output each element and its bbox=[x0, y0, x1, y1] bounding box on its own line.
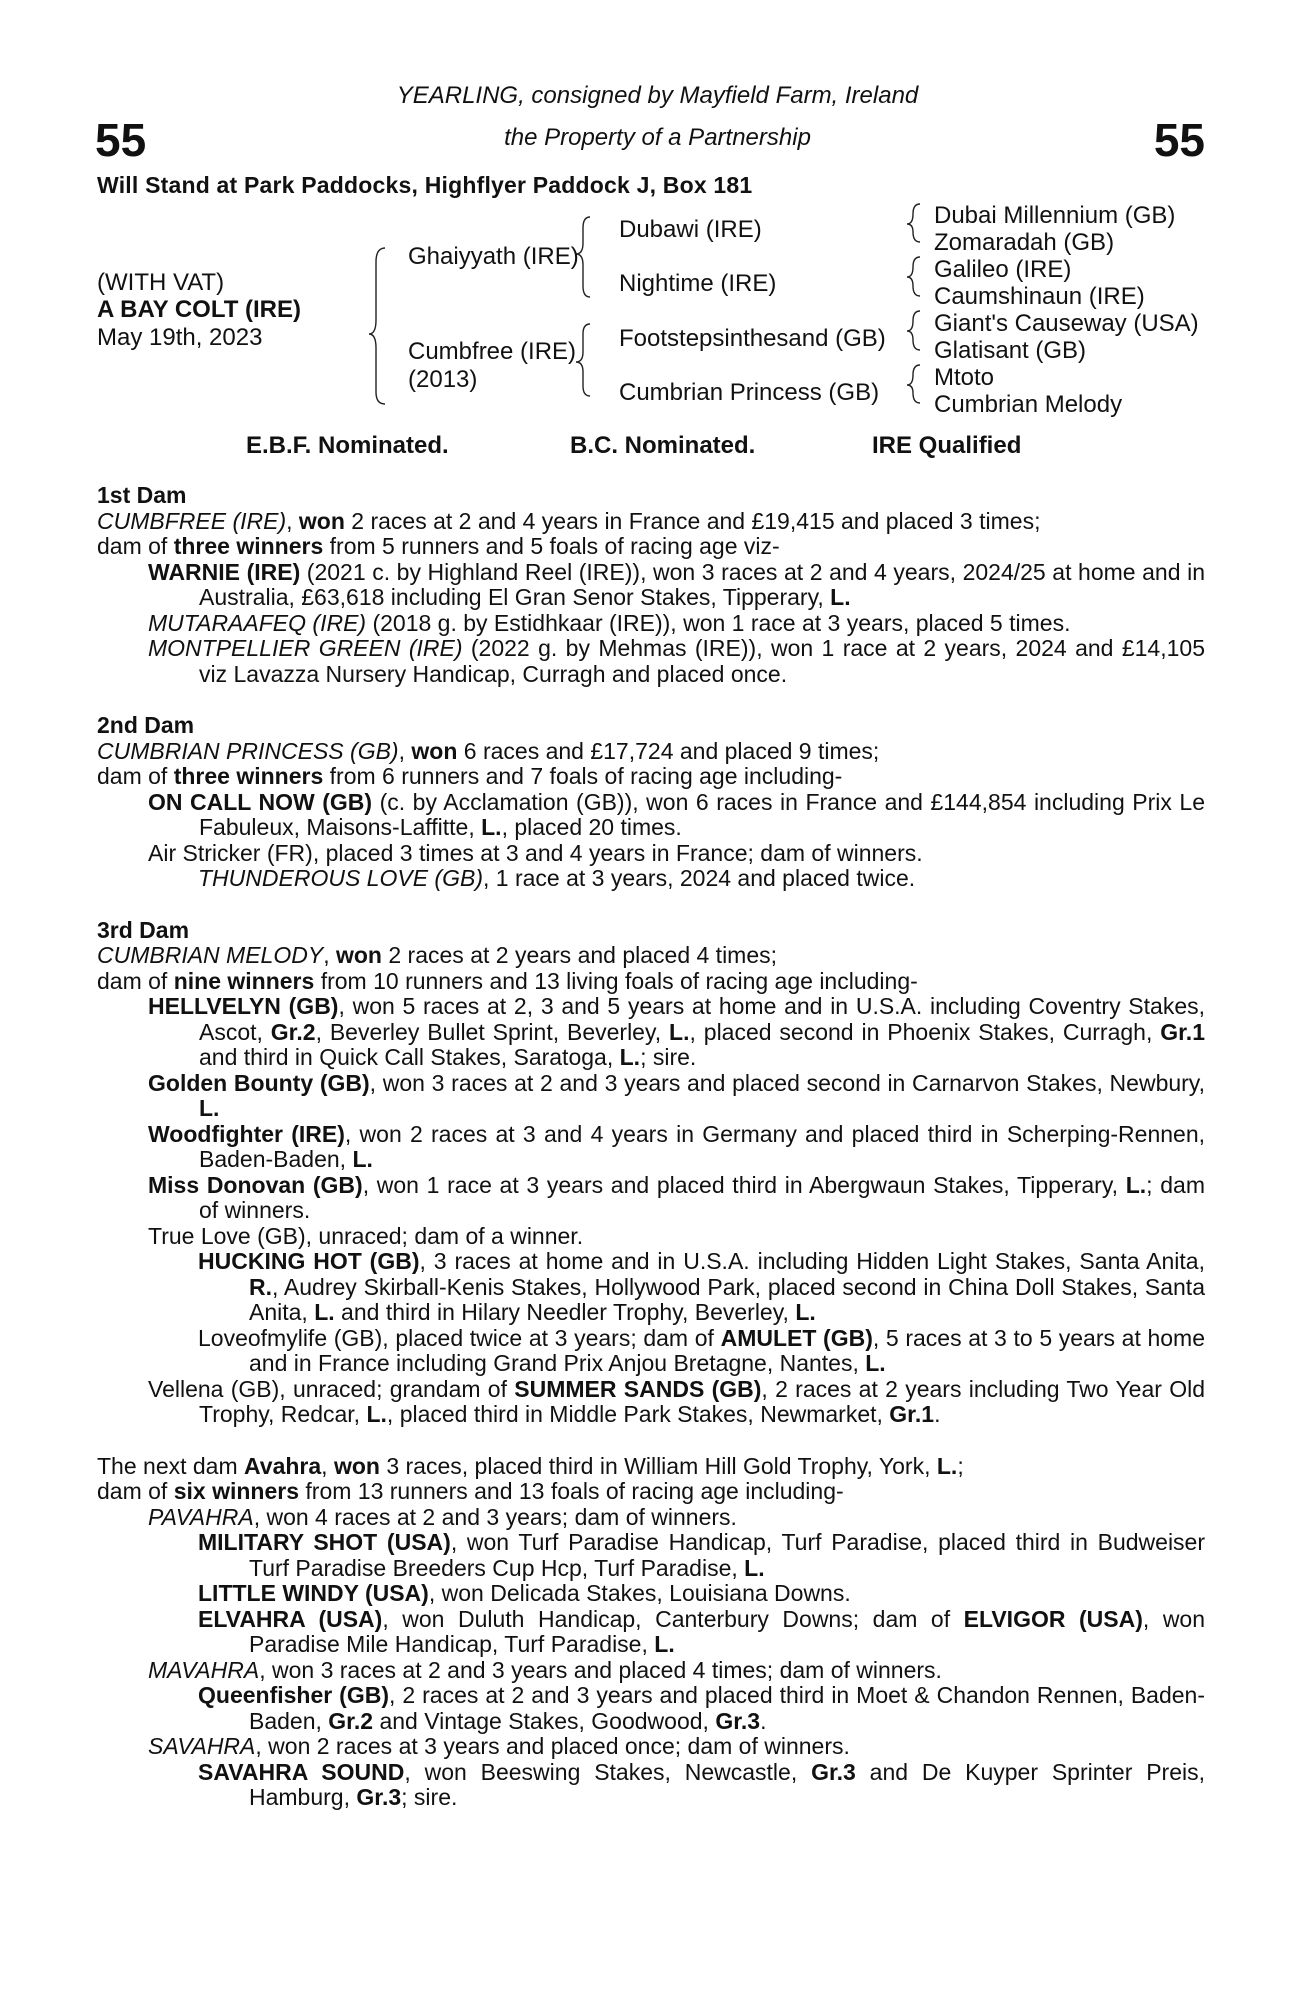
brace-ggp2 bbox=[907, 257, 920, 296]
third-dam-record: CUMBRIAN MELODY, won 2 races at 2 years and placed 4 times; bbox=[97, 942, 778, 968]
consignor-line: YEARLING, consigned by Mayfield Farm, Ireland bbox=[396, 82, 919, 109]
second-dam-record: CUMBRIAN PRINCESS (GB), won 6 races and £17,724 and placed 9 times; bbox=[97, 737, 880, 764]
produce-queenfisher: Queenfisher (GB), 2 races at 2 and 3 years and placed third in Moet & Chandon Rennen, Baden-Baden, Gr.2 and Vintage Stakes, Goodwood, Gr.3. bbox=[198, 1682, 1206, 1734]
lot-number-right: 55 bbox=[1153, 114, 1205, 166]
produce-montpellier-green: MONTPELLIER GREEN (IRE) (2022 g. by Mehmas (IRE)), won 1 race at 2 years, 2024 and £14,105 viz Lavazza Nursery Handicap, Curragh and placed once. bbox=[148, 635, 1205, 687]
vat-note: (WITH VAT) bbox=[97, 269, 225, 296]
brace-ggp1 bbox=[907, 204, 920, 242]
third-dam-heading: 3rd Dam bbox=[97, 916, 190, 943]
property-line: the Property of a Partnership bbox=[504, 124, 811, 151]
brace-main bbox=[369, 248, 385, 404]
dam-year: (2013) bbox=[408, 366, 478, 393]
ggp-3: Galileo (IRE) bbox=[934, 256, 1072, 283]
produce-pavahra: PAVAHRA, won 4 races at 2 and 3 years; dam of winners. bbox=[148, 1503, 737, 1530]
first-dam-produce: dam of three winners from 5 runners and 5 foals of racing age viz- bbox=[97, 533, 780, 559]
sire: Ghaiyyath (IRE) bbox=[408, 243, 579, 270]
dam-dam: Cumbrian Princess (GB) bbox=[619, 379, 880, 406]
brace-dam bbox=[576, 324, 590, 396]
ggp-8: Cumbrian Melody bbox=[934, 391, 1123, 418]
produce-little-windy: LITTLE WINDY (USA), won Delicada Stakes, Louisiana Downs. bbox=[198, 1580, 851, 1606]
second-dam-heading: 2nd Dam bbox=[97, 712, 195, 738]
produce-military-shot: MILITARY SHOT (USA), won Turf Paradise Handicap, Turf Paradise, placed third in Budweiser Turf Paradise Breeders Cup Hcp, Turf Paradise, L. bbox=[198, 1529, 1206, 1581]
bc-nomination: B.C. Nominated. bbox=[570, 432, 756, 459]
ire-qualified: IRE Qualified bbox=[872, 432, 1022, 459]
produce-elvahra: ELVAHRA (USA), won Duluth Handicap, Canterbury Downs; dam of ELVIGOR (USA), won Paradise Mile Handicap, Turf Paradise, L. bbox=[198, 1605, 1206, 1657]
ggp-7: Mtoto bbox=[934, 364, 995, 391]
produce-hellvelyn: HELLVELYN (GB), won 5 races at 2, 3 and 5 years at home and in U.S.A. including Coventry Stakes, Ascot, Gr.2, Beverley Bullet Sprint, Beverley, L., placed second in Phoenix Stakes, Curragh, Gr.1 and third in Quick Call Stakes, Saratoga, L.; sire. bbox=[148, 993, 1205, 1070]
produce-miss-donovan: Miss Donovan (GB), won 1 race at 3 years and placed third in Abergwaun Stakes, Tipperary, L.; dam of winners. bbox=[148, 1171, 1205, 1223]
produce-savahra: SAVAHRA, won 2 races at 3 years and placed once; dam of winners. bbox=[148, 1733, 850, 1759]
lot-number-left: 55 bbox=[95, 114, 147, 166]
produce-mavahra: MAVAHRA, won 3 races at 2 and 3 years and placed 4 times; dam of winners. bbox=[148, 1656, 942, 1683]
produce-vellena: Vellena (GB), unraced; grandam of SUMMER SANDS (GB), 2 races at 2 years including Two Year Old Trophy, Redcar, L., placed third in Middle Park Stakes, Newmarket, Gr.1. bbox=[148, 1375, 1205, 1427]
produce-savahra-sound: SAVAHRA SOUND, won Beeswing Stakes, Newcastle, Gr.3 and De Kuyper Sprinter Preis, Hamburg, Gr.3; sire. bbox=[198, 1758, 1205, 1810]
produce-air-stricker: Air Stricker (FR), placed 3 times at 3 and 4 years in France; dam of winners. bbox=[148, 839, 923, 866]
produce-on-call-now: ON CALL NOW (GB) (c. by Acclamation (GB)), won 6 races in France and £144,854 including Prix Le Fabuleux, Maisons-Laffitte, L., placed 20 times. bbox=[148, 788, 1205, 840]
produce-mutaraafeq: MUTARAAFEQ (IRE) (2018 g. by Estidhkaar (IRE)), won 1 race at 3 years, placed 5 times. bbox=[148, 609, 1071, 636]
sire-sire: Dubawi (IRE) bbox=[619, 216, 762, 243]
ggp-2: Zomaradah (GB) bbox=[934, 229, 1115, 256]
ggp-1: Dubai Millennium (GB) bbox=[934, 202, 1176, 229]
dam-sire: Footstepsinthesand (GB) bbox=[619, 325, 886, 352]
brace-ggp4 bbox=[907, 365, 920, 403]
ggp-4: Caumshinaun (IRE) bbox=[934, 283, 1145, 310]
stand-location: Will Stand at Park Paddocks, Highflyer Paddock J, Box 181 bbox=[97, 172, 753, 198]
ggp-6: Glatisant (GB) bbox=[934, 337, 1087, 364]
next-dam-record: The next dam Avahra, won 3 races, placed third in William Hill Gold Trophy, York, L.; bbox=[97, 1452, 964, 1479]
foaling-date: May 19th, 2023 bbox=[97, 324, 263, 351]
second-dam-produce: dam of three winners from 6 runners and 7 foals of racing age including- bbox=[97, 763, 843, 789]
produce-true-love: True Love (GB), unraced; dam of a winner. bbox=[148, 1222, 584, 1249]
first-dam-record: CUMBFREE (IRE), won 2 races at 2 and 4 years in France and £19,415 and placed 3 times; bbox=[97, 507, 1041, 534]
produce-hucking-hot: HUCKING HOT (GB), 3 races at home and in U.S.A. including Hidden Light Stakes, Santa Anita, R., Audrey Skirball-Kenis Stakes, Hollywood Park, placed second in China Doll Stakes, Santa Anita, L. and third in Hilary Needler Trophy, Beverley, L. bbox=[198, 1248, 1205, 1325]
produce-warnie: WARNIE (IRE) (2021 c. by Highland Reel (IRE)), won 3 races at 2 and 4 years, 2024/25 at home and in Australia, £63,618 including El Gran Senor Stakes, Tipperary, L. bbox=[148, 558, 1205, 610]
dam: Cumbfree (IRE) bbox=[408, 338, 577, 365]
sire-dam: Nightime (IRE) bbox=[619, 270, 777, 297]
brace-ggp3 bbox=[907, 311, 920, 350]
third-dam-produce: dam of nine winners from 10 runners and 13 living foals of racing age including- bbox=[97, 967, 918, 994]
catalogue-body bbox=[97, 483, 1205, 1811]
produce-golden-bounty: Golden Bounty (GB), won 3 races at 2 and 3 years and placed second in Carnarvon Stakes, Newbury, L. bbox=[148, 1069, 1205, 1121]
horse-name: A BAY COLT (IRE) bbox=[97, 296, 302, 323]
ggp-5: Giant's Causeway (USA) bbox=[934, 310, 1199, 337]
produce-thunderous-love: THUNDEROUS LOVE (GB), 1 race at 3 years, 2024 and placed twice. bbox=[198, 865, 916, 891]
produce-loveofmylife: Loveofmylife (GB), placed twice at 3 years; dam of AMULET (GB), 5 races at 3 to 5 years at home and in France including Grand Prix Anjou Bretagne, Nantes, L. bbox=[198, 1324, 1206, 1376]
first-dam-heading: 1st Dam bbox=[97, 482, 187, 508]
ebf-nomination: E.B.F. Nominated. bbox=[246, 432, 449, 459]
produce-woodfighter: Woodfighter (IRE), won 2 races at 3 and 4 years in Germany and placed third in Scherping-Rennen, Baden-Baden, L. bbox=[148, 1120, 1206, 1172]
next-dam-produce: dam of six winners from 13 runners and 13 foals of racing age including- bbox=[97, 1478, 844, 1504]
